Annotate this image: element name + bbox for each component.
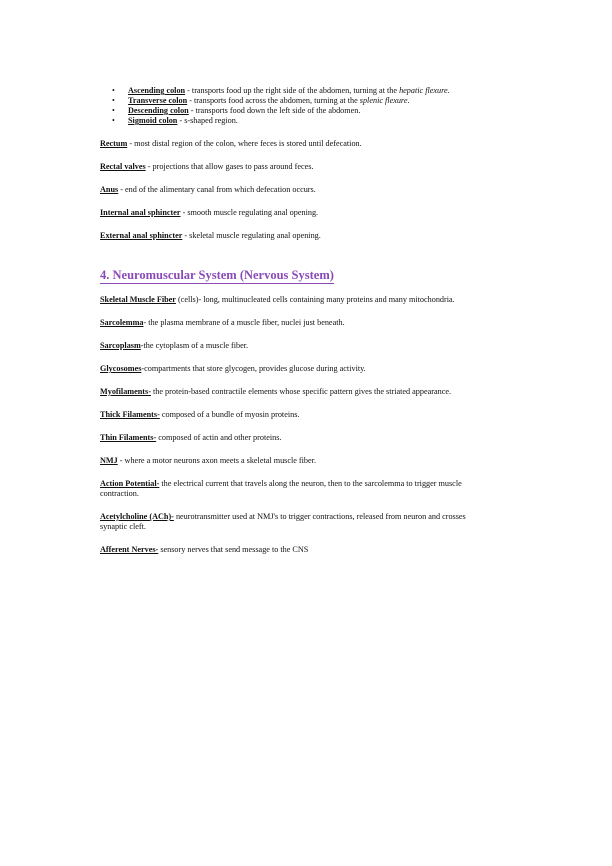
glossary-entry <box>100 208 470 218</box>
term: Myofilaments- <box>100 387 151 396</box>
term: Anus <box>100 185 119 194</box>
glossary-entry <box>100 231 470 241</box>
glossary-entry <box>100 341 470 351</box>
term: Rectum <box>100 139 128 148</box>
definition: composed of actin and other proteins. <box>156 433 282 442</box>
definition: composed of a bundle of myosin proteins. <box>159 410 300 419</box>
term: Internal anal sphincter <box>100 208 181 217</box>
definition-emphasis: hepatic flexure <box>399 86 448 95</box>
glossary-entry <box>100 185 470 195</box>
term: Afferent Nerves- <box>100 545 159 554</box>
term: Transverse colon <box>128 96 188 105</box>
definition: - transports food across the abdomen, turning at the <box>187 96 360 105</box>
page-content <box>100 86 470 568</box>
term: Sarcolemma <box>100 318 144 327</box>
term: Thin Filaments- <box>100 433 157 442</box>
section-heading: 4. Neuromuscular System (Nervous System) <box>100 268 334 282</box>
definition: - most distal region of the colon, where feces is stored until defecation. <box>127 139 362 148</box>
term: Rectal valves <box>100 162 146 171</box>
definition: - where a motor neurons axon meets a skeletal muscle fiber. <box>117 456 316 465</box>
section-heading-wrap <box>100 241 470 295</box>
glossary-entry <box>100 318 470 328</box>
definition-end: . <box>407 96 410 105</box>
term: NMJ <box>100 456 118 465</box>
glossary-entry <box>100 433 470 443</box>
definition: neurotransmitter used at NMJ's to trigger contractions, released from neuron and crosses synaptic cleft. <box>100 512 466 531</box>
glossary-entry <box>100 364 470 374</box>
bullet-icon: • <box>112 106 115 115</box>
definition: - s-shaped region. <box>177 116 238 125</box>
definition: (cells)- long, multinucleated cells containing many proteins and many mitochondria. <box>175 295 455 304</box>
colon-parts-list <box>100 86 470 126</box>
definition: - projections that allow gases to pass around feces. <box>145 162 314 171</box>
list-item <box>112 116 470 126</box>
definition: - the plasma membrane of a muscle fiber, nuclei just beneath. <box>143 318 345 327</box>
glossary-entry <box>100 295 470 305</box>
glossary-entry <box>100 545 470 555</box>
glossary-entry <box>100 162 470 172</box>
definition: - smooth muscle regulating anal opening. <box>180 208 319 217</box>
term: Sarcoplasm <box>100 341 141 350</box>
definition: - transports food down the left side of the abdomen. <box>188 106 361 115</box>
definition: - end of the alimentary canal from which defecation occurs. <box>118 185 316 194</box>
term: Descending colon <box>128 106 189 115</box>
definition: the electrical current that travels along the neuron, then to the sarcolemma to trigger muscle contraction. <box>100 479 462 498</box>
glossary-entry <box>100 139 470 149</box>
glossary-entry <box>100 410 470 420</box>
term: External anal sphincter <box>100 231 183 240</box>
glossary-entry <box>100 387 470 397</box>
list-item <box>112 86 470 96</box>
term: Skeletal Muscle Fiber <box>100 295 176 304</box>
bullet-icon: • <box>112 96 115 105</box>
term: Acetylcholine (ACh)- <box>100 512 174 521</box>
definition: - transports food up the right side of the abdomen, turning at the <box>185 86 400 95</box>
list-item <box>112 106 470 116</box>
glossary-entry <box>100 456 470 466</box>
definition: -the cytoplasm of a muscle fiber. <box>140 341 249 350</box>
definition: the protein-based contractile elements whose specific pattern gives the striated appearance. <box>150 387 452 396</box>
glossary-entry <box>100 479 470 499</box>
bullet-icon: • <box>112 116 115 125</box>
definition: -compartments that store glycogen, provides glucose during activity. <box>141 364 366 373</box>
term: Thick Filaments- <box>100 410 160 419</box>
definition-emphasis: splenic flexure <box>359 96 408 105</box>
bullet-icon: • <box>112 86 115 95</box>
term: Action Potential- <box>100 479 160 488</box>
glossary-entry <box>100 512 470 532</box>
definition: sensory nerves that send message to the CNS <box>158 545 309 554</box>
term: Glycosomes <box>100 364 142 373</box>
definition-end: . <box>447 86 450 95</box>
list-item <box>112 96 470 106</box>
definition: - skeletal muscle regulating anal opening. <box>182 231 321 240</box>
term: Sigmoid colon <box>128 116 178 125</box>
term: Ascending colon <box>128 86 186 95</box>
